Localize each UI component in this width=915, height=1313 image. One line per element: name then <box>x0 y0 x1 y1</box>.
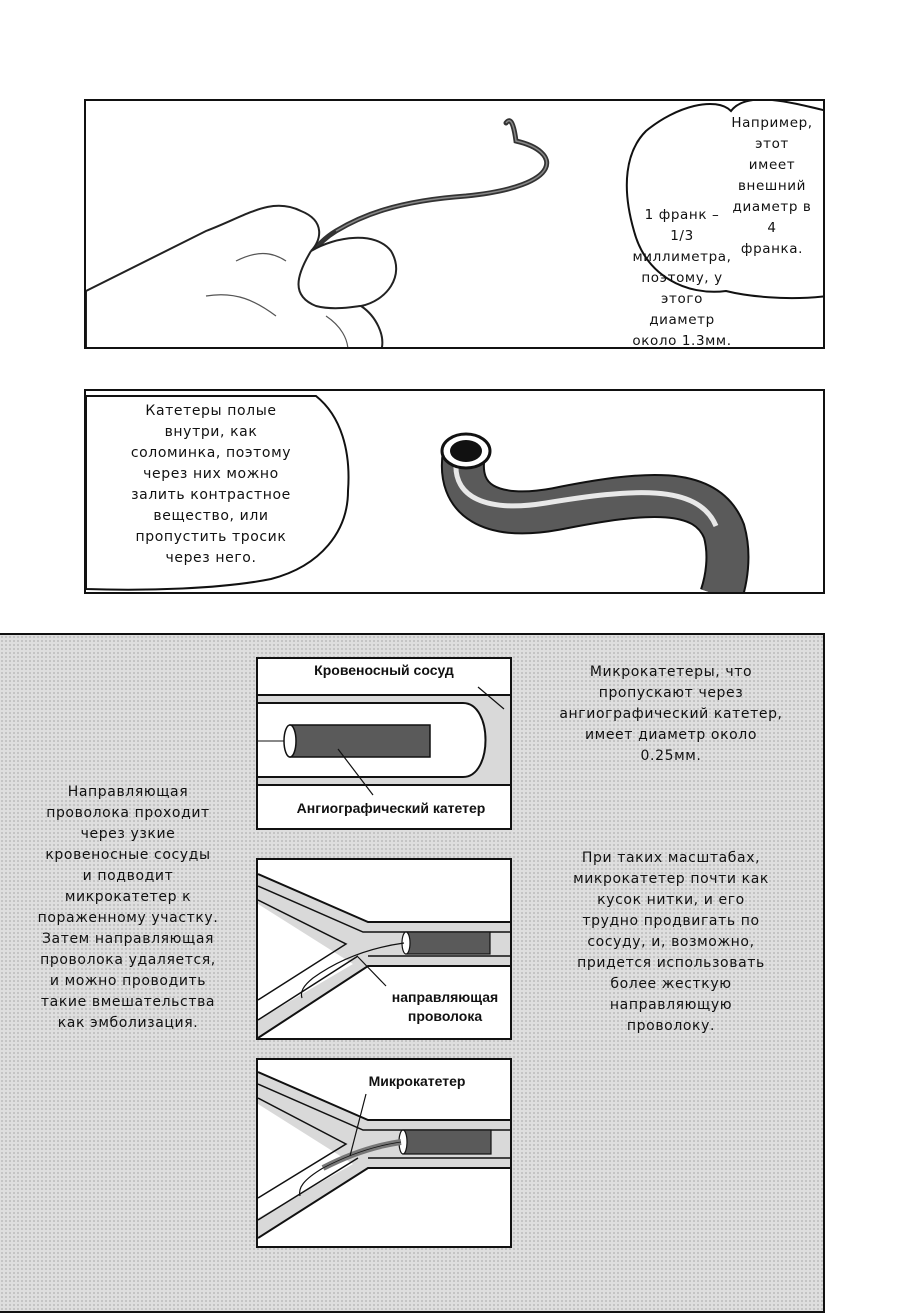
panel-hand-catheter <box>84 99 825 349</box>
guidewire-explanation-text: Направляющая проволока проходит через узкие кровеносные сосуды и подводит микрокатетер к пораженному участку. Затем направляющая проволока удаляется, и можно проводить такие вмешательства как эмболизация. <box>37 784 219 1031</box>
panel-hollow-catheter <box>84 389 825 594</box>
microcatheter-label: Микрокатетер <box>368 1073 466 1089</box>
guidewire-label: направляющая проволока <box>391 989 499 1024</box>
diagram-microcatheter <box>256 1058 512 1248</box>
panel1-note-text: 1 франк – 1/3 миллиметра, поэтому, у этого диаметр около 1.3мм. <box>632 207 732 349</box>
blood-vessel-label: Кровеносный сосуд <box>314 662 454 678</box>
panel2-speech-bubble: Катетеры полые внутри, как соломинка, поэтому через них можно залить контрастное вещество, или пропустить тросик через него. <box>130 403 292 566</box>
diagram-angiographic-catheter <box>256 657 512 830</box>
microcatheter-diameter-text: Микрокатетеры, что пропускают через ангиографический катетер, имеет диаметр около 0.25мм. <box>559 664 783 764</box>
panel1-speech-bubble: Например, этот имеет внешний диаметр в 4 франка. <box>731 115 813 257</box>
microcatheter-stiffness-text: При таких масштабах, микрокатетер почти как кусок нитки, и его трудно продвигать по сосуду, и, возможно, придется использовать более жесткую направляющую проволоку. <box>573 850 769 1034</box>
angiographic-catheter-label: Ангиографический катетер <box>296 800 486 816</box>
diagram-guidewire <box>256 858 512 1040</box>
